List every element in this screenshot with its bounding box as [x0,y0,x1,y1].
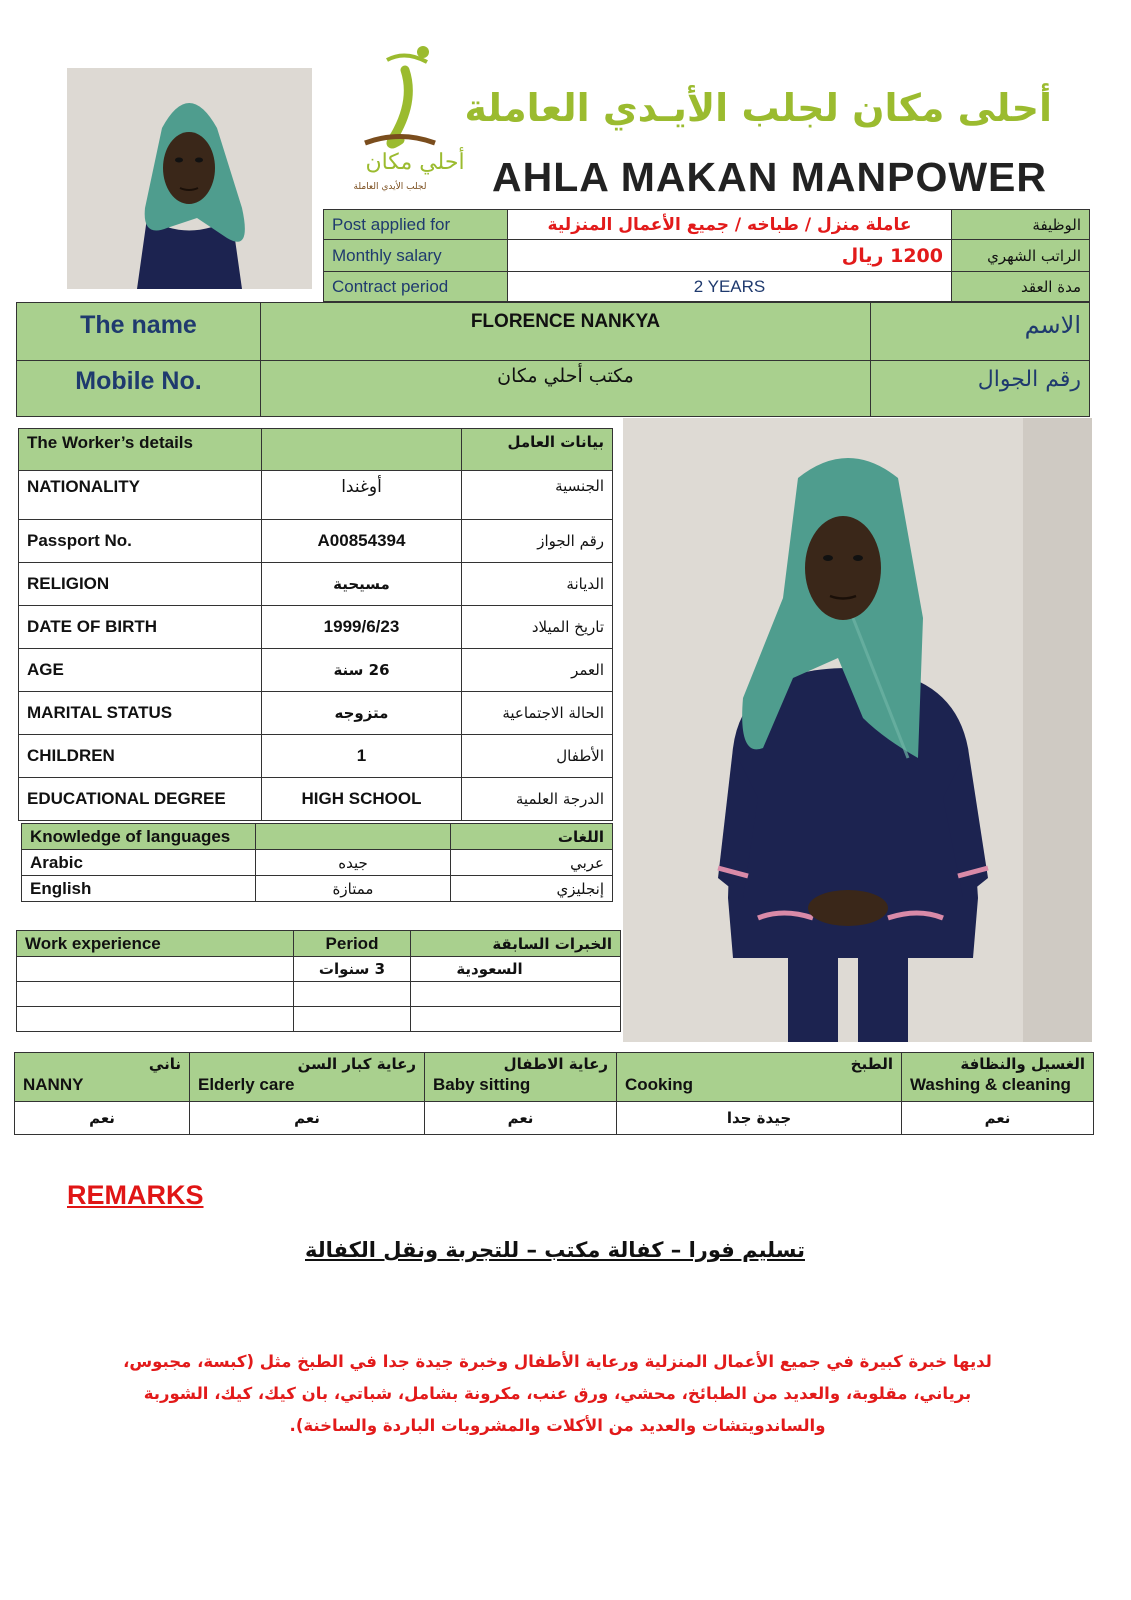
worker-details-table [18,428,613,821]
details-row [19,649,613,692]
salary-value: 1200 ريال [508,240,952,272]
mobile-row [17,361,1090,417]
experience-row [17,1007,621,1032]
identity-table [16,302,1090,417]
skills-values [15,1102,1094,1135]
experience-en [17,1007,294,1032]
skill-baby-header [425,1053,617,1102]
detail-label-ar: الدرجة العلمية [462,778,613,821]
skill-ar: رعاية الاطفال [503,1055,608,1073]
language-en: Arabic [22,850,256,876]
job-label-ar: الراتب الشهري [952,240,1090,272]
detail-value: مسيحية [262,563,462,606]
language-row [22,876,613,902]
work-experience-table [16,930,621,1032]
languages-table [21,823,613,902]
experience-row [17,982,621,1007]
skill-en: Cooking [625,1075,693,1094]
job-label-ar: مدة العقد [952,272,1090,302]
skill-value: نعم [190,1102,425,1135]
skill-value: نعم [15,1102,190,1135]
skill-value: نعم [425,1102,617,1135]
experience-header-period: Period [294,931,411,957]
skill-ar: ناني [148,1055,181,1073]
job-label-en: Monthly salary [324,240,508,272]
skills-header [15,1053,1094,1102]
language-level: ممتازة [256,876,451,902]
skill-cooking-header [617,1053,902,1102]
details-row [19,606,613,649]
experience-header-en: Work experience [17,931,294,957]
portrait-photo-small [67,68,312,289]
experience-period: 3 سنوات [294,957,411,982]
full-body-photo [623,418,1092,1042]
experience-country [411,982,621,1007]
company-logo [335,40,465,200]
detail-label-en: Passport No. [19,520,262,563]
logo-small-sub: لجلب الأيدي العاملة [353,182,427,192]
detail-value: HIGH SCHOOL [262,778,462,821]
skill-en: NANNY [23,1075,84,1094]
skill-en: Washing & cleaning [910,1075,1071,1094]
detail-label-ar: تاريخ الميلاد [462,606,613,649]
experience-header-ar: الخبرات السابقة [411,931,621,957]
languages-header-ar: اللغات [451,824,613,850]
mobile-value: مكتب أحلي مكان [261,361,871,417]
detail-label-en: DATE OF BIRTH [19,606,262,649]
detail-label-ar: الجنسية [462,471,613,520]
remarks-subtitle: تسليم فورا – كفالة مكتب – للتجربة ونقل الكفالة [305,1238,805,1262]
experience-country: السعودية [411,957,621,982]
details-header-ar: بيانات العامل [462,429,613,471]
detail-label-ar: الأطفال [462,735,613,778]
detail-label-en: CHILDREN [19,735,262,778]
experience-row [17,957,621,982]
remarks-body: لديها خبرة كبيرة في جميع الأعمال المنزلية ورعاية الأطفال وخبرة جيدة جدا في الطبخ مثل (كبسة، مجبوس، برياني، مقلوبة، والعديد من الطبائخ، محشي، ورق عنب، مكرونة بشامل، شباتي، بان كيك، كيك، الشوربة والساندويتشات والعديد من الأكلات والمشروبات الباردة والساخنة). [123,1352,992,1435]
detail-value: 1999/6/23 [262,606,462,649]
experience-header [17,931,621,957]
job-label-en: Contract period [324,272,508,302]
skill-en: Elderly care [198,1075,295,1094]
name-row [17,303,1090,361]
language-ar: إنجليزي [451,876,613,902]
details-row [19,692,613,735]
languages-header-blank [256,824,451,850]
details-row [19,735,613,778]
logo-small-arabic: أحلي مكان [365,150,465,175]
name-label-ar: الاسم [871,303,1090,361]
logo-arabic-text: أحلى مكان لجلب الأيـدي العاملة [464,86,1052,130]
job-row [324,240,1090,272]
job-table [323,209,1090,302]
job-label-en: Post applied for [324,210,508,240]
languages-header [22,824,613,850]
details-header-en: The Worker’s details [19,429,262,471]
job-row [324,272,1090,302]
name-label: The name [17,303,261,361]
detail-value: A00854394 [262,520,462,563]
job-row [324,210,1090,240]
skill-nanny-header [15,1053,190,1102]
skill-value: نعم [902,1102,1094,1135]
worker-name: FLORENCE NANKYA [261,303,871,361]
experience-period [294,1007,411,1032]
detail-label-ar: الحالة الاجتماعية [462,692,613,735]
job-label-ar: الوظيفة [952,210,1090,240]
detail-label-ar: العمر [462,649,613,692]
details-row [19,778,613,821]
detail-value: 1 [262,735,462,778]
detail-value: 26 سنة [262,649,462,692]
detail-label-en: AGE [19,649,262,692]
contract-value: 2 YEARS [508,272,952,302]
detail-label-en: NATIONALITY [19,471,262,520]
remarks-title: REMARKS [67,1180,204,1210]
skills-table [14,1052,1094,1135]
experience-period [294,982,411,1007]
experience-country [411,1007,621,1032]
skill-ar: الطبخ [850,1055,893,1073]
experience-en [17,957,294,982]
skill-value: جيدة جدا [617,1102,902,1135]
skill-en: Baby sitting [433,1075,531,1094]
detail-label-en: MARITAL STATUS [19,692,262,735]
logo-english-text: AHLA MAKAN MANPOWER [492,154,1047,200]
job-value: عاملة منزل / طباخه / جميع الأعمال المنزلية [508,210,952,240]
details-row [19,563,613,606]
language-ar: عربي [451,850,613,876]
skill-ar: رعاية كبار السن [297,1055,416,1073]
mobile-label-ar: رقم الجوال [871,361,1090,417]
detail-label-ar: رقم الجواز [462,520,613,563]
details-row [19,471,613,520]
detail-label-en: EDUCATIONAL DEGREE [19,778,262,821]
details-header-blank [262,429,462,471]
detail-label-ar: الديانة [462,563,613,606]
detail-value: أوغندا [262,471,462,520]
language-en: English [22,876,256,902]
language-level: جيده [256,850,451,876]
language-row [22,850,613,876]
experience-en [17,982,294,1007]
mobile-label: Mobile No. [17,361,261,417]
skill-washing-header [902,1053,1094,1102]
skill-elderly-header [190,1053,425,1102]
detail-value: متزوجه [262,692,462,735]
skill-ar: الغسيل والنظافة [960,1055,1085,1073]
detail-label-en: RELIGION [19,563,262,606]
details-header [19,429,613,471]
details-row [19,520,613,563]
languages-header-en: Knowledge of languages [22,824,256,850]
